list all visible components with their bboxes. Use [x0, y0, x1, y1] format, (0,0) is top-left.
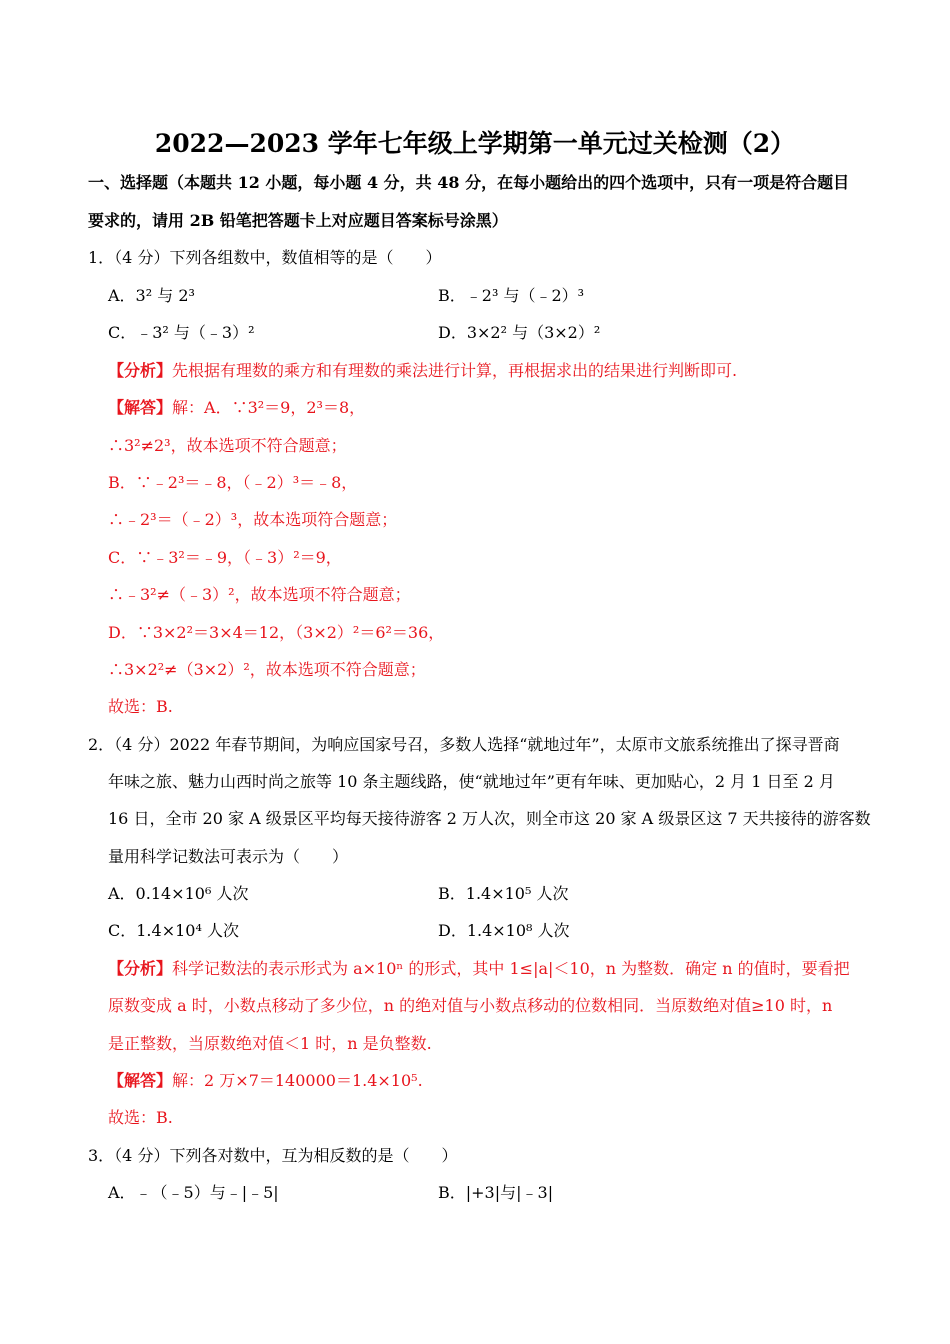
q1-solution-text-1: 解：A．∵3²＝9，2³＝8， [172, 398, 366, 417]
q1-option-a: A．3² 与 2³ [108, 286, 195, 305]
q2-stem-line-1: 2．（4 分）2022 年春节期间，为响应国家号召，多数人选择“就地过年”，太原市文旅系统推出了探寻晋商 [88, 735, 840, 754]
q1-solution-line-7: D．∵3×2²＝3×4＝12，（3×2）²＝6²＝36， [108, 623, 445, 642]
q2-analysis-line-2: 原数变成 a 时，小数点移动了多少位，n 的绝对值与小数点移动的位数相同．当原数绝对值≥10 时，n [108, 996, 833, 1015]
section-heading-line2: 要求的，请用 2B 铅笔把答题卡上对应题目答案标号涂黑） [88, 211, 508, 230]
q2-solution [108, 1070, 423, 1092]
q2-option-c: C．1.4×10⁴ 人次 [108, 921, 239, 940]
q1-solution-tag: 【解答】 [108, 398, 173, 417]
q2-option-d: D．1.4×10⁸ 人次 [438, 921, 570, 940]
q1-solution-line-3: B．∵﹣2³＝﹣8，（﹣2）³＝﹣8， [108, 473, 358, 492]
q2-analysis-tag: 【分析】 [108, 959, 173, 978]
q2-solution-tag: 【解答】 [108, 1071, 173, 1090]
q2-analysis-text-1: 科学记数法的表示形式为 a×10ⁿ 的形式，其中 1≤|a|＜10，n 为整数．确定 n 的值时，要看把 [172, 959, 850, 978]
q2-option-b: B．1.4×10⁵ 人次 [438, 884, 569, 903]
q3-option-a: A．﹣（﹣5）与﹣|﹣5| [108, 1183, 279, 1202]
q1-answer: 故选：B. [108, 697, 173, 716]
q1-option-b: B．﹣2³ 与（﹣2）³ [438, 286, 585, 305]
q2-option-a: A．0.14×10⁶ 人次 [108, 884, 249, 903]
q1-analysis-text: 先根据有理数的乘方和有理数的乘法进行计算，再根据求出的结果进行判断即可. [172, 361, 738, 380]
q1-solution-line-6: ∴﹣3²≠（﹣3）²，故本选项不符合题意； [108, 585, 411, 604]
q2-answer: 故选：B. [108, 1108, 173, 1127]
q1-solution-line-2: ∴3²≠2³，故本选项不符合题意； [108, 436, 347, 455]
q2-stem-line-2: 年味之旅、魅力山西时尚之旅等 10 条主题线路，使“就地过年”更有年味、更加贴心，2 月 1 日至 2 月 [108, 772, 835, 791]
section-heading-line1: 一、选择题（本题共 12 小题，每小题 4 分，共 48 分，在每小题给出的四个选项中，只有一项是符合题目 [88, 173, 850, 192]
q2-analysis-line-1 [108, 958, 850, 980]
q2-solution-text: 解：2 万×7＝140000＝1.4×10⁵. [172, 1071, 423, 1090]
q1-stem: 1．（4 分）下列各组数中，数值相等的是（ ） [88, 248, 442, 267]
q2-stem-line-4: 量用科学记数法可表示为（ ） [108, 847, 349, 866]
q1-option-d: D．3×2² 与（3×2）² [438, 323, 601, 342]
q2-analysis-line-3: 是正整数，当原数绝对值＜1 时，n 是负整数. [108, 1034, 432, 1053]
q2-stem-line-3: 16 日，全市 20 家 A 级景区平均每天接待游客 2 万人次，则全市这 20 家 A 级景区这 7 天共接待的游客数 [108, 809, 871, 828]
q1-solution-line-4: ∴﹣2³＝（﹣2）³，故本选项符合题意； [108, 510, 398, 529]
q1-solution-line-1 [108, 397, 365, 419]
q3-option-b: B．|+3|与|﹣3| [438, 1183, 554, 1202]
q1-solution-line-5: C．∵﹣3²＝﹣9，（﹣3）²＝9， [108, 548, 342, 567]
q1-solution-line-8: ∴3×2²≠（3×2）²，故本选项不符合题意； [108, 660, 426, 679]
page-title: 2022—2023 学年七年级上学期第一单元过关检测（2） [154, 129, 796, 158]
q1-analysis [108, 360, 737, 382]
q1-option-c: C．﹣3² 与（﹣3）² [108, 323, 255, 342]
q1-analysis-tag: 【分析】 [108, 361, 173, 380]
q3-stem: 3．（4 分）下列各对数中，互为相反数的是（ ） [88, 1146, 458, 1165]
